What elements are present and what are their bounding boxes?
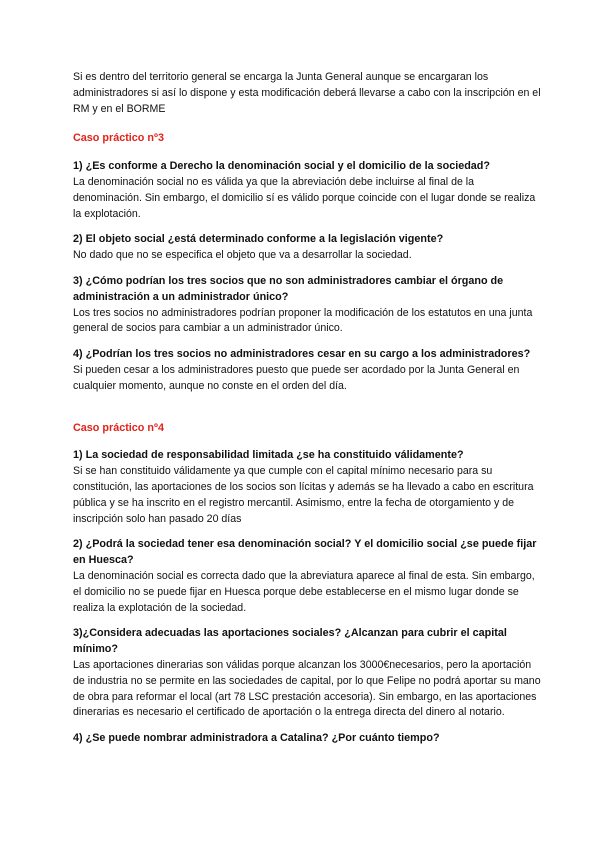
case4-title: Caso práctico nº4 <box>73 421 164 434</box>
answer: La denominación social es correcta dado que la abreviatura aparece al final de esta. Sin embargo, el domicilio no se puede fijar en Huesca porque debe establecerse en el mismo lugar donde se realiza la explotación de la sociedad. <box>73 569 535 614</box>
answer: La denominación social no es válida ya que la abreviación debe incluirse al final de la denominación. Sin embargo, el domicilio sí es válido porque coincide con el lugar donde se realiza la explotación. <box>73 175 536 220</box>
answer: Si pueden cesar a los administradores puesto que puede ser acordado por la Junta General en cualquier momento, aunque no conste en el orden del día. <box>73 363 520 392</box>
intro-paragraph: Si es dentro del territorio general se encarga la Junta General aunque se encargaran los administradores si así lo dispone y esta modificación deberá llevarse a cabo con la inscripción en el RM y en el BORME <box>73 71 541 115</box>
case3-item-4 <box>73 347 543 394</box>
question: 4) ¿Podrían los tres socios no administradores cesar en su cargo a los administradores? <box>73 348 531 361</box>
case3-item-2 <box>73 232 543 264</box>
question: 2) ¿Podrá la sociedad tener esa denominación social? Y el domicilio social ¿se puede fijar en Huesca? <box>73 538 537 567</box>
question: 1) ¿Es conforme a Derecho la denominación social y el domicilio de la sociedad? <box>73 160 490 173</box>
question: 1) La sociedad de responsabilidad limitada ¿se ha constituido válidamente? <box>73 449 464 462</box>
case4-item-2 <box>73 537 543 616</box>
document-content <box>73 70 543 747</box>
answer: No dado que no se especifica el objeto que va a desarrollar la sociedad. <box>73 249 412 262</box>
answer: Si se han constituido válidamente ya que cumple con el capital mínimo necesario para su constitución, las aportaciones de los socios son lícitas y además se ha llevado a cabo en escritura pública y se ha inscrito en el registro mercantil. Asimismo, entre la fecha de otorgamiento y de inscripción solo han pasado 20 días <box>73 465 534 525</box>
case4-item-4 <box>73 731 543 747</box>
case4-item-3 <box>73 626 543 721</box>
case3-title: Caso práctico nº3 <box>73 132 164 145</box>
case4-item-1 <box>73 448 543 527</box>
answer: Los tres socios no administradores podrían proponer la modificación de los estatutos en una junta general de socios para cambiar a un administrador único. <box>73 306 533 335</box>
case3-item-3 <box>73 274 543 337</box>
case3-item-1 <box>73 159 543 222</box>
answer: Las aportaciones dinerarias son válidas porque alcanzan los 3000€necesarios, pero la aportación de industria no se permite en las sociedades de capital, por lo que Felipe no podrá aportar su mano de obra para reformar el local (art 78 LSC prestación accesoria). Sin embargo, en las aportaciones dinerarias es necesario el certificado de aportación o la entrega directa del dinero al notario. <box>73 658 541 719</box>
question: 2) El objeto social ¿está determinado conforme a la legislación vigente? <box>73 233 444 246</box>
question: 3) ¿Cómo podrían los tres socios que no son administradores cambiar el órgano de administración a un administrador único? <box>73 274 504 303</box>
question: 4) ¿Se puede nombrar administradora a Catalina? ¿Por cuánto tiempo? <box>73 732 440 745</box>
question: 3)¿Considera adecuadas las aportaciones sociales? ¿Alcanzan para cubrir el capital mínimo? <box>73 627 507 656</box>
